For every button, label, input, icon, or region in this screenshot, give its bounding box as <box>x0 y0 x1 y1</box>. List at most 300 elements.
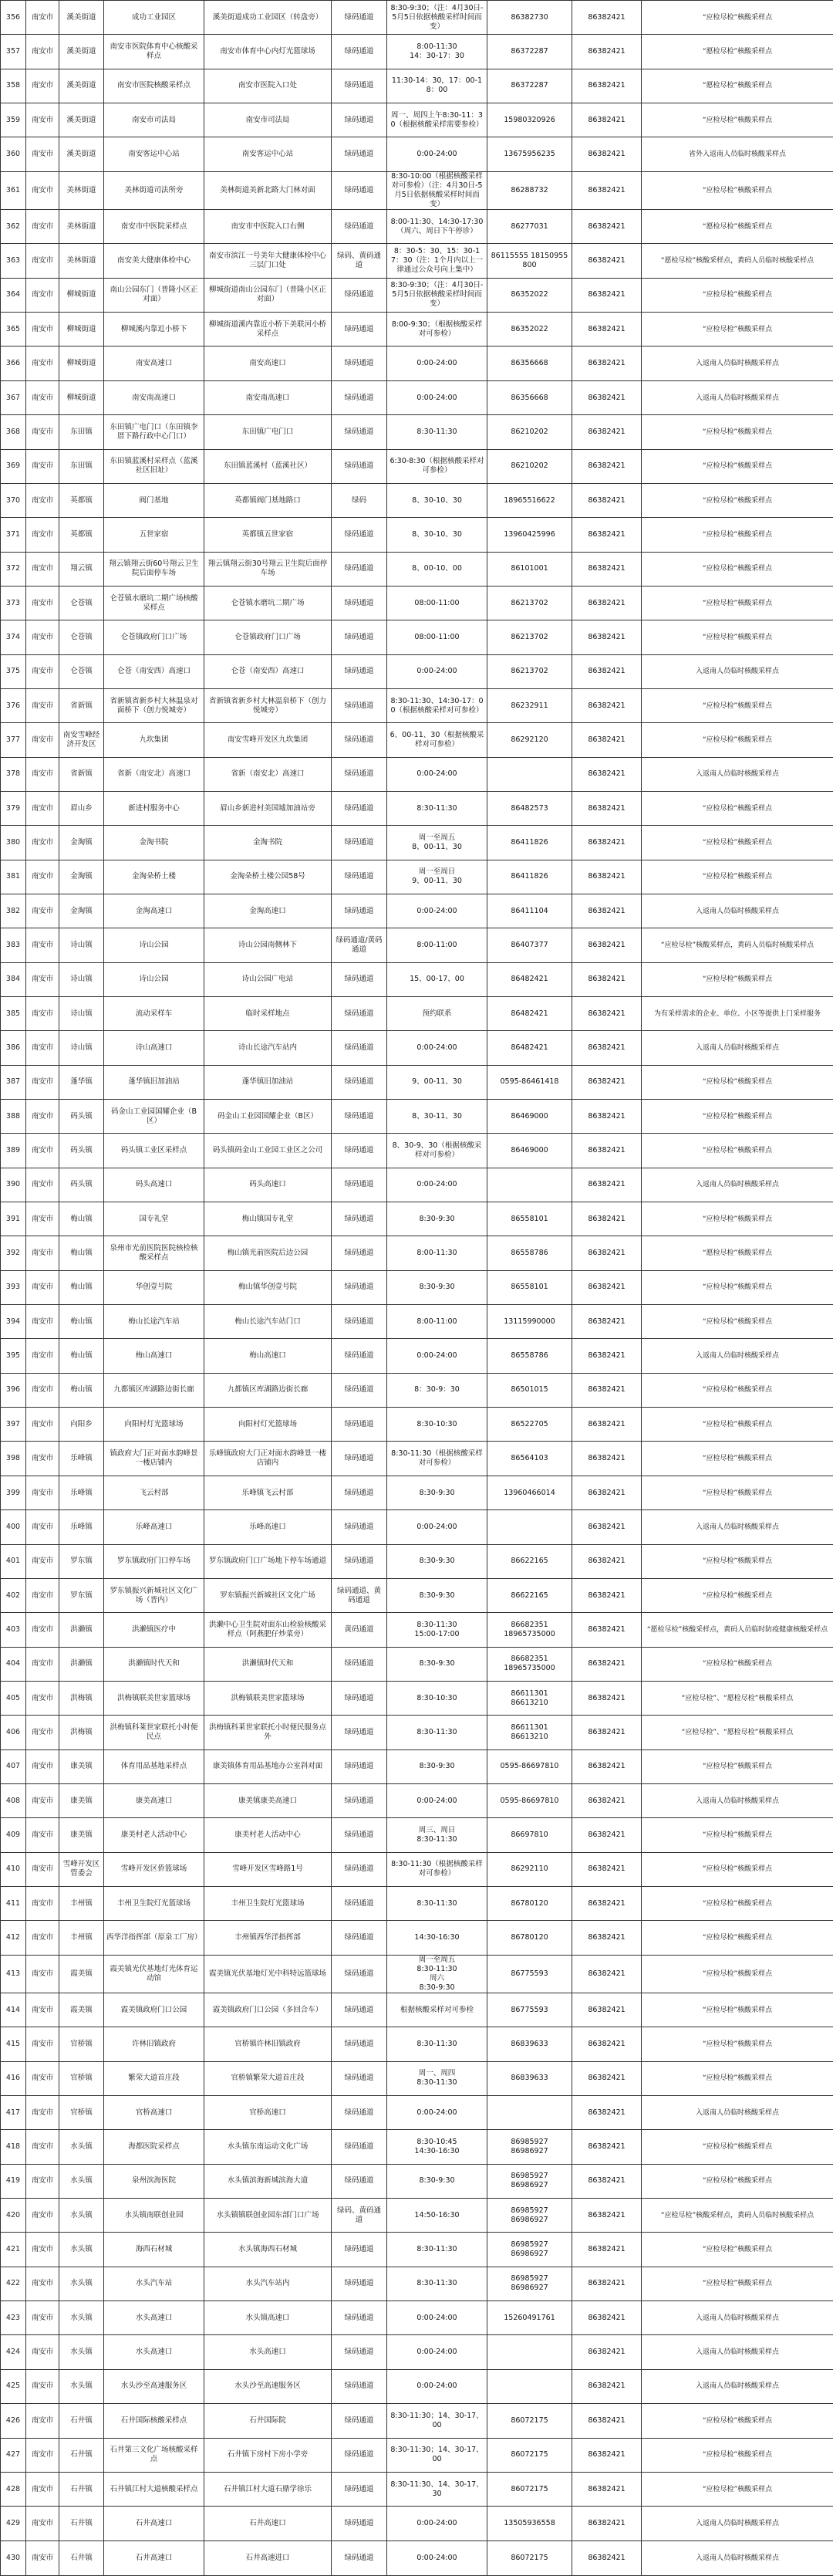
town-cell: 罗东镇 <box>59 1544 104 1578</box>
city-cell: 南安市 <box>26 2507 59 2541</box>
contact-phone-cell: 13960466014 <box>487 1476 572 1509</box>
city-cell: 南安市 <box>26 244 59 278</box>
city-cell: 南安市 <box>26 1373 59 1407</box>
table-row <box>1 860 833 894</box>
sampling-hours-cell: 0:00-24:00 <box>387 1031 487 1065</box>
site-number-cell: 429 <box>1 2507 26 2541</box>
site-name-cell: 飞云村部 <box>104 1476 204 1509</box>
table-row <box>1 1544 833 1578</box>
address-cell: 官桥镇繁荣大道首庄段 <box>204 2061 332 2095</box>
city-cell: 南安市 <box>26 586 59 620</box>
site-name-cell: 石井国际核酸采样点 <box>104 2404 204 2438</box>
sampling-hours-cell: 6、00-11、30（根据核酸采样对可参检） <box>387 723 487 757</box>
city-cell: 南安市 <box>26 997 59 1031</box>
site-type-cell: “应检尽检”核酸采样点 <box>642 449 833 483</box>
table-row <box>1 1852 833 1886</box>
sampling-hours-cell: 8:30-11:30 <box>387 2267 487 2300</box>
town-cell: 水头镇 <box>59 2130 104 2164</box>
contact-phone-cell: 86522705 <box>487 1408 572 1442</box>
sampling-hours-cell: 8:30-11:30 <box>387 2233 487 2267</box>
supervision-phone-cell: 86382421 <box>572 1578 642 1612</box>
town-cell: 向阳乡 <box>59 1408 104 1442</box>
code-channel-cell: 绿码 <box>332 483 387 517</box>
supervision-phone-cell: 86382421 <box>572 860 642 894</box>
code-channel-cell: 绿码通道 <box>332 2301 387 2335</box>
table-row <box>1 791 833 825</box>
town-cell: 眉山乡 <box>59 791 104 825</box>
code-channel-cell: 绿码通道 <box>332 1510 387 1544</box>
site-number-cell: 408 <box>1 1783 26 1817</box>
contact-phone-cell: 86775593 <box>487 1993 572 2027</box>
code-channel-cell: 绿码通道 <box>332 997 387 1031</box>
sampling-hours-cell: 预约联系 <box>387 997 487 1031</box>
town-cell: 溪美街道 <box>59 103 104 137</box>
code-channel-cell: 绿码通道 <box>332 2507 387 2541</box>
site-number-cell: 389 <box>1 1134 26 1168</box>
city-cell: 南安市 <box>26 2369 59 2403</box>
contact-phone-cell: 86780120 <box>487 1886 572 1920</box>
code-channel-cell: 绿码通道 <box>332 894 387 928</box>
table-row <box>1 1031 833 1065</box>
contact-phone-cell: 86682351 18965735000 <box>487 1647 572 1681</box>
town-cell: 金淘镇 <box>59 894 104 928</box>
site-number-cell: 424 <box>1 2335 26 2369</box>
supervision-phone-cell: 86382421 <box>572 244 642 278</box>
code-channel-cell: 绿码通道 <box>332 103 387 137</box>
contact-phone-cell: 86352022 <box>487 278 572 312</box>
table-row <box>1 2369 833 2403</box>
contact-phone-cell: 86213702 <box>487 586 572 620</box>
site-name-cell: 南安市司法局 <box>104 103 204 137</box>
table-row <box>1 586 833 620</box>
contact-phone-cell: 86501015 <box>487 1373 572 1407</box>
supervision-phone-cell: 86382421 <box>572 1886 642 1920</box>
sampling-hours-cell: 8:30-9:30 <box>387 1647 487 1681</box>
contact-phone-cell: 86469000 <box>487 1134 572 1168</box>
site-name-cell: 丰州卫生院灯光篮球场 <box>104 1886 204 1920</box>
site-name-cell: 石井第三文化广场核酸采样点 <box>104 2438 204 2472</box>
address-cell: 霞美镇光伏基地灯光中科特远篮球场 <box>204 1955 332 1993</box>
site-type-cell: “应检尽检”核酸采样点 <box>642 1270 833 1304</box>
site-number-cell: 427 <box>1 2438 26 2472</box>
contact-phone-cell: 86277031 <box>487 210 572 244</box>
code-channel-cell: 绿码通道 <box>332 347 387 380</box>
site-number-cell: 381 <box>1 860 26 894</box>
table-row <box>1 2301 833 2335</box>
city-cell: 南安市 <box>26 2199 59 2233</box>
sampling-hours-cell: 周一至周日 9、00-11、30 <box>387 860 487 894</box>
supervision-phone-cell: 86382421 <box>572 654 642 688</box>
table-row <box>1 1921 833 1955</box>
table-row <box>1 1100 833 1134</box>
supervision-phone-cell: 86382421 <box>572 2301 642 2335</box>
address-cell: 石井高速进口 <box>204 2541 332 2575</box>
site-name-cell: 仑苍镇水磨坑二期广场核酸采样点 <box>104 586 204 620</box>
site-number-cell: 379 <box>1 791 26 825</box>
city-cell: 南安市 <box>26 1921 59 1955</box>
town-cell: 南安雪峰经济开发区 <box>59 723 104 757</box>
code-channel-cell: 绿码通道 <box>332 1852 387 1886</box>
site-number-cell: 360 <box>1 137 26 171</box>
site-type-cell: “应检尽检”核酸采样点 <box>642 2472 833 2506</box>
table-row <box>1 278 833 312</box>
code-channel-cell: 绿码通道 <box>332 2335 387 2369</box>
site-name-cell: 东田镇广电门口（东田镇李厝下路行政中心门口） <box>104 415 204 449</box>
contact-phone-cell: 86985927 86986927 <box>487 2199 572 2233</box>
site-type-cell: “应检尽检”核酸采样点 <box>642 1852 833 1886</box>
code-channel-cell: 绿码通道 <box>332 380 387 414</box>
address-cell: 金淘朵桥土楼公园58号 <box>204 860 332 894</box>
address-cell: 梅山镇华创壹号院 <box>204 1270 332 1304</box>
site-name-cell: 海都医院采样点 <box>104 2130 204 2164</box>
table-row <box>1 1236 833 1270</box>
site-name-cell: 梅山高速口 <box>104 1339 204 1373</box>
supervision-phone-cell: 86382421 <box>572 2369 642 2403</box>
site-type-cell: “应检尽检”核酸采样点 <box>642 1100 833 1134</box>
site-name-cell: 国专礼堂 <box>104 1202 204 1236</box>
town-cell: 翔云镇 <box>59 552 104 586</box>
town-cell: 康美镇 <box>59 1818 104 1852</box>
table-row <box>1 757 833 791</box>
site-type-cell: “应检尽检”核酸采样点 <box>642 2233 833 2267</box>
table-row <box>1 2541 833 2575</box>
site-type-cell: “应检尽检”核酸采样点 <box>642 552 833 586</box>
address-cell: 蓬华镇旧加油站 <box>204 1065 332 1099</box>
code-channel-cell: 绿码通道 <box>332 210 387 244</box>
contact-phone-cell: 86558786 <box>487 1339 572 1373</box>
site-name-cell: 美林街道司法所旁 <box>104 171 204 209</box>
site-type-cell: 入返南人员临时核酸采样点 <box>642 654 833 688</box>
sampling-hours-cell: 8:00-11:00 <box>387 928 487 962</box>
sampling-hours-cell: 8:30-11:30；14、30-17、00 <box>387 2404 487 2438</box>
town-cell: 石井镇 <box>59 2507 104 2541</box>
site-type-cell: “应检尽检”核酸采样点 <box>642 1373 833 1407</box>
town-cell: 东田镇 <box>59 449 104 483</box>
address-cell: 省新（南安北）高速口 <box>204 757 332 791</box>
site-number-cell: 423 <box>1 2301 26 2335</box>
sampling-hours-cell: 周一、周四 8:30-11:30 <box>387 2061 487 2095</box>
address-cell: 南安市体育中心内灯光篮球场 <box>204 35 332 69</box>
supervision-phone-cell: 86382421 <box>572 2541 642 2575</box>
sampling-hours-cell: 根据核酸采样对可参检 <box>387 1993 487 2027</box>
supervision-phone-cell: 86382421 <box>572 1510 642 1544</box>
site-name-cell: 仑苍镇政府门口广场 <box>104 620 204 654</box>
site-number-cell: 384 <box>1 962 26 996</box>
town-cell: 码头镇 <box>59 1134 104 1168</box>
site-name-cell: 水头高速口 <box>104 2301 204 2335</box>
code-channel-cell: 绿码通道 <box>332 1065 387 1099</box>
address-cell: 溪美街道成功工业园区（转盘旁） <box>204 1 332 35</box>
code-channel-cell: 绿码通道 <box>332 860 387 894</box>
sampling-hours-cell: 8:00-11:30 14：30-17：30 <box>387 35 487 69</box>
site-type-cell: “愿检尽检”核酸采样点 <box>642 69 833 103</box>
city-cell: 南安市 <box>26 137 59 171</box>
address-cell: 洪濑中心卫生院对面东山检验核酸采样点（阿燕肥仔炒菜旁） <box>204 1613 332 1647</box>
town-cell: 官桥镇 <box>59 2027 104 2061</box>
contact-phone-cell: 15260491761 <box>487 2301 572 2335</box>
table-row <box>1 1 833 35</box>
site-type-cell: 入返南人员临时核酸采样点 <box>642 894 833 928</box>
site-type-cell: “应检尽检”核酸采样点 <box>642 962 833 996</box>
table-row <box>1 483 833 517</box>
site-number-cell: 426 <box>1 2404 26 2438</box>
city-cell: 南安市 <box>26 1442 59 1476</box>
address-cell: 柳城街道溪内靠近小桥下美联河小桥采样点 <box>204 313 332 347</box>
site-type-cell: “应检尽检”核酸采样点 <box>642 313 833 347</box>
city-cell: 南安市 <box>26 69 59 103</box>
table-row <box>1 826 833 860</box>
sampling-hours-cell: 0:00-24:00 <box>387 2335 487 2369</box>
supervision-phone-cell: 86382421 <box>572 2061 642 2095</box>
supervision-phone-cell: 86382421 <box>572 1783 642 1817</box>
site-name-cell: 水头沙至高速服务区 <box>104 2369 204 2403</box>
site-number-cell: 391 <box>1 1202 26 1236</box>
contact-phone-cell: 86682351 18965735000 <box>487 1613 572 1647</box>
site-type-cell: “应检尽检”、“愿检尽检”核酸采样点 <box>642 1716 833 1749</box>
town-cell: 霞美镇 <box>59 1993 104 2027</box>
town-cell: 东田镇 <box>59 415 104 449</box>
table-row <box>1 1993 833 2027</box>
contact-phone-cell: 86564103 <box>487 1442 572 1476</box>
supervision-phone-cell: 86382421 <box>572 1134 642 1168</box>
contact-phone-cell: 86611301 86613210 <box>487 1716 572 1749</box>
site-number-cell: 392 <box>1 1236 26 1270</box>
site-name-cell: 康美高速口 <box>104 1783 204 1817</box>
address-cell: 南安市中医院入口右侧 <box>204 210 332 244</box>
city-cell: 南安市 <box>26 723 59 757</box>
sampling-hours-cell: 8:00-11:30 <box>387 1236 487 1270</box>
address-cell: 临时采样地点 <box>204 997 332 1031</box>
table-row <box>1 2164 833 2198</box>
contact-phone-cell: 86213702 <box>487 654 572 688</box>
site-name-cell: 康美村老人活动中心 <box>104 1818 204 1852</box>
code-channel-cell: 绿码通道 <box>332 1818 387 1852</box>
town-cell: 溪美街道 <box>59 35 104 69</box>
address-cell: 诗山公园广电站 <box>204 962 332 996</box>
sampling-hours-cell: 0:00-24:00 <box>387 2369 487 2403</box>
site-type-cell: “应检尽检”核酸采样点 <box>642 586 833 620</box>
sampling-hours-cell: 08:00-11:00 <box>387 620 487 654</box>
site-name-cell: 霞美镇政府门口公园 <box>104 1993 204 2027</box>
table-row <box>1 1886 833 1920</box>
city-cell: 南安市 <box>26 928 59 962</box>
contact-phone-cell: 86356668 <box>487 347 572 380</box>
code-channel-cell: 绿码通道 <box>332 1476 387 1509</box>
code-channel-cell: 绿码通道 <box>332 723 387 757</box>
site-name-cell: 省新（南安北）高速口 <box>104 757 204 791</box>
supervision-phone-cell: 86382421 <box>572 1236 642 1270</box>
address-cell: 水头镇滨海新城滨海大道 <box>204 2164 332 2198</box>
city-cell: 南安市 <box>26 1305 59 1339</box>
sampling-hours-cell: 0:00-24:00 <box>387 380 487 414</box>
code-channel-cell: 绿码通道 <box>332 1270 387 1304</box>
supervision-phone-cell: 86382421 <box>572 791 642 825</box>
table-row <box>1 1613 833 1647</box>
address-cell: 美林街道美新北路大门林对面 <box>204 171 332 209</box>
supervision-phone-cell: 86382421 <box>572 2199 642 2233</box>
site-number-cell: 416 <box>1 2061 26 2095</box>
town-cell: 石井镇 <box>59 2541 104 2575</box>
town-cell: 诗山镇 <box>59 1031 104 1065</box>
town-cell: 金淘镇 <box>59 860 104 894</box>
supervision-phone-cell: 86382421 <box>572 1681 642 1715</box>
address-cell: 罗东镇政府门口广场地下停车场通道 <box>204 1544 332 1578</box>
site-name-cell: 诗山公园 <box>104 928 204 962</box>
site-name-cell: 码头镇工业区采样点 <box>104 1134 204 1168</box>
site-number-cell: 413 <box>1 1955 26 1993</box>
contact-phone-cell: 86558786 <box>487 1236 572 1270</box>
contact-phone-cell: 0595-86697810 <box>487 1783 572 1817</box>
city-cell: 南安市 <box>26 1065 59 1099</box>
contact-phone-cell: 86072175 <box>487 2541 572 2575</box>
site-name-cell: 金淘高速口 <box>104 894 204 928</box>
site-number-cell: 394 <box>1 1305 26 1339</box>
supervision-phone-cell: 86382421 <box>572 1065 642 1099</box>
contact-phone-cell: 86697810 <box>487 1818 572 1852</box>
sampling-hours-cell: 0:00-24:00 <box>387 137 487 171</box>
code-channel-cell: 绿码通道 <box>332 2267 387 2300</box>
city-cell: 南安市 <box>26 449 59 483</box>
site-name-cell: 金淘朵桥土楼 <box>104 860 204 894</box>
sampling-hours-cell: 8:30-9:30 <box>387 1476 487 1509</box>
code-channel-cell: 绿码通道 <box>332 826 387 860</box>
supervision-phone-cell: 86382421 <box>572 1921 642 1955</box>
town-cell: 梅山镇 <box>59 1305 104 1339</box>
city-cell: 南安市 <box>26 1544 59 1578</box>
site-type-cell: “应检尽检”核酸采样点，黄码人员临时核酸采样点 <box>642 928 833 962</box>
address-cell: 石井镇下房村下房小学旁 <box>204 2438 332 2472</box>
code-channel-cell: 绿码通道 <box>332 654 387 688</box>
contact-phone-cell: 86210202 <box>487 449 572 483</box>
code-channel-cell: 绿码通道 <box>332 137 387 171</box>
site-name-cell: 繁荣大道首庄段 <box>104 2061 204 2095</box>
site-name-cell: 蓬华镇旧加油站 <box>104 1065 204 1099</box>
city-cell: 南安市 <box>26 2267 59 2300</box>
site-type-cell: “应检尽检”核酸采样点 <box>642 1408 833 1442</box>
sampling-hours-cell: 8:30-9:30 <box>387 2164 487 2198</box>
supervision-phone-cell: 86382421 <box>572 552 642 586</box>
site-type-cell: 入返南人员临时核酸采样点 <box>642 1510 833 1544</box>
code-channel-cell: 黄码通道 <box>332 1613 387 1647</box>
site-number-cell: 415 <box>1 2027 26 2061</box>
site-name-cell: 乐峰高速口 <box>104 1510 204 1544</box>
table-row <box>1 1647 833 1681</box>
site-number-cell: 401 <box>1 1544 26 1578</box>
address-cell: 东田镇广电门口 <box>204 415 332 449</box>
address-cell: 诗山公园南侧林下 <box>204 928 332 962</box>
address-cell: 南安市医院入口处 <box>204 69 332 103</box>
contact-phone-cell: 13960425996 <box>487 518 572 552</box>
site-number-cell: 425 <box>1 2369 26 2403</box>
town-cell: 洪濑镇 <box>59 1613 104 1647</box>
site-name-cell: 翔云镇翔云街60号翔云卫生院后面停车场 <box>104 552 204 586</box>
contact-phone-cell: 86482573 <box>487 791 572 825</box>
site-number-cell: 361 <box>1 171 26 209</box>
supervision-phone-cell: 86382421 <box>572 620 642 654</box>
town-cell: 水头镇 <box>59 2164 104 2198</box>
site-type-cell: “应检尽检”核酸采样点 <box>642 518 833 552</box>
supervision-phone-cell: 86382421 <box>572 1339 642 1373</box>
city-cell: 南安市 <box>26 2472 59 2506</box>
supervision-phone-cell: 86382421 <box>572 2096 642 2130</box>
town-cell: 水头镇 <box>59 2301 104 2335</box>
sampling-hours-cell: 8:30-11:30（根据核酸采样对可参检） <box>387 1442 487 1476</box>
sampling-hours-cell: 0:00-24:00 <box>387 2301 487 2335</box>
table-row <box>1 347 833 380</box>
supervision-phone-cell: 86382421 <box>572 928 642 962</box>
city-cell: 南安市 <box>26 1681 59 1715</box>
site-name-cell: 南安高速口 <box>104 347 204 380</box>
site-name-cell: 水头汽车站 <box>104 2267 204 2300</box>
contact-phone-cell: 86558101 <box>487 1270 572 1304</box>
city-cell: 南安市 <box>26 1202 59 1236</box>
contact-phone-cell: 86780120 <box>487 1921 572 1955</box>
site-type-cell: 入返南人员临时核酸采样点 <box>642 2541 833 2575</box>
site-number-cell: 403 <box>1 1613 26 1647</box>
contact-phone-cell: 13505936558 <box>487 2507 572 2541</box>
code-channel-cell: 绿码通道 <box>332 1442 387 1476</box>
city-cell: 南安市 <box>26 791 59 825</box>
sampling-hours-cell: 8:30-11:30 <box>387 2027 487 2061</box>
table-row <box>1 2130 833 2164</box>
town-cell: 柳城街道 <box>59 313 104 347</box>
site-number-cell: 407 <box>1 1749 26 1783</box>
sampling-hours-cell: 0:00-24:00 <box>387 2541 487 2575</box>
site-number-cell: 378 <box>1 757 26 791</box>
site-name-cell: 罗东镇政府门口停车场 <box>104 1544 204 1578</box>
site-number-cell: 414 <box>1 1993 26 2027</box>
table-row <box>1 2507 833 2541</box>
city-cell: 南安市 <box>26 654 59 688</box>
site-name-cell: 洪濑镇医疗中 <box>104 1613 204 1647</box>
code-channel-cell: 绿码通道 <box>332 1681 387 1715</box>
city-cell: 南安市 <box>26 380 59 414</box>
address-cell: 码金山工业园国耀企业（B区） <box>204 1100 332 1134</box>
site-number-cell: 383 <box>1 928 26 962</box>
address-cell: 诗山长途汽车站内 <box>204 1031 332 1065</box>
table-row <box>1 894 833 928</box>
code-channel-cell: 绿码通道 <box>332 1168 387 1202</box>
site-type-cell: “应检尽检”核酸采样点 <box>642 2130 833 2164</box>
city-cell: 南安市 <box>26 103 59 137</box>
site-number-cell: 364 <box>1 278 26 312</box>
contact-phone-cell: 86115555 18150955800 <box>487 244 572 278</box>
site-name-cell: 华创壹号院 <box>104 1270 204 1304</box>
sampling-hours-cell: 8:30-11:30 <box>387 1886 487 1920</box>
site-type-cell: “应检尽检”核酸采样点 <box>642 1134 833 1168</box>
supervision-phone-cell: 86382421 <box>572 1749 642 1783</box>
contact-phone-cell: 86213702 <box>487 620 572 654</box>
supervision-phone-cell: 86382421 <box>572 1408 642 1442</box>
site-name-cell: 洪梅镇联美世家篮球场 <box>104 1681 204 1715</box>
supervision-phone-cell: 86382421 <box>572 449 642 483</box>
code-channel-cell: 绿码通道 <box>332 1134 387 1168</box>
table-row <box>1 69 833 103</box>
table-row <box>1 2061 833 2095</box>
site-type-cell: 入返南人员临时核酸采样点 <box>642 1031 833 1065</box>
contact-phone-cell: 13675956235 <box>487 137 572 171</box>
contact-phone-cell <box>487 2335 572 2369</box>
address-cell: 九都镇区库湖路边街长廊 <box>204 1373 332 1407</box>
supervision-phone-cell: 86382421 <box>572 69 642 103</box>
site-number-cell: 358 <box>1 69 26 103</box>
code-channel-cell: 绿码通道 <box>332 1373 387 1407</box>
site-name-cell: 南安南高速口 <box>104 380 204 414</box>
code-channel-cell: 绿码通道 <box>332 2472 387 2506</box>
site-number-cell: 376 <box>1 688 26 722</box>
site-name-cell: 成功工业园区 <box>104 1 204 35</box>
code-channel-cell: 绿码通道 <box>332 1921 387 1955</box>
